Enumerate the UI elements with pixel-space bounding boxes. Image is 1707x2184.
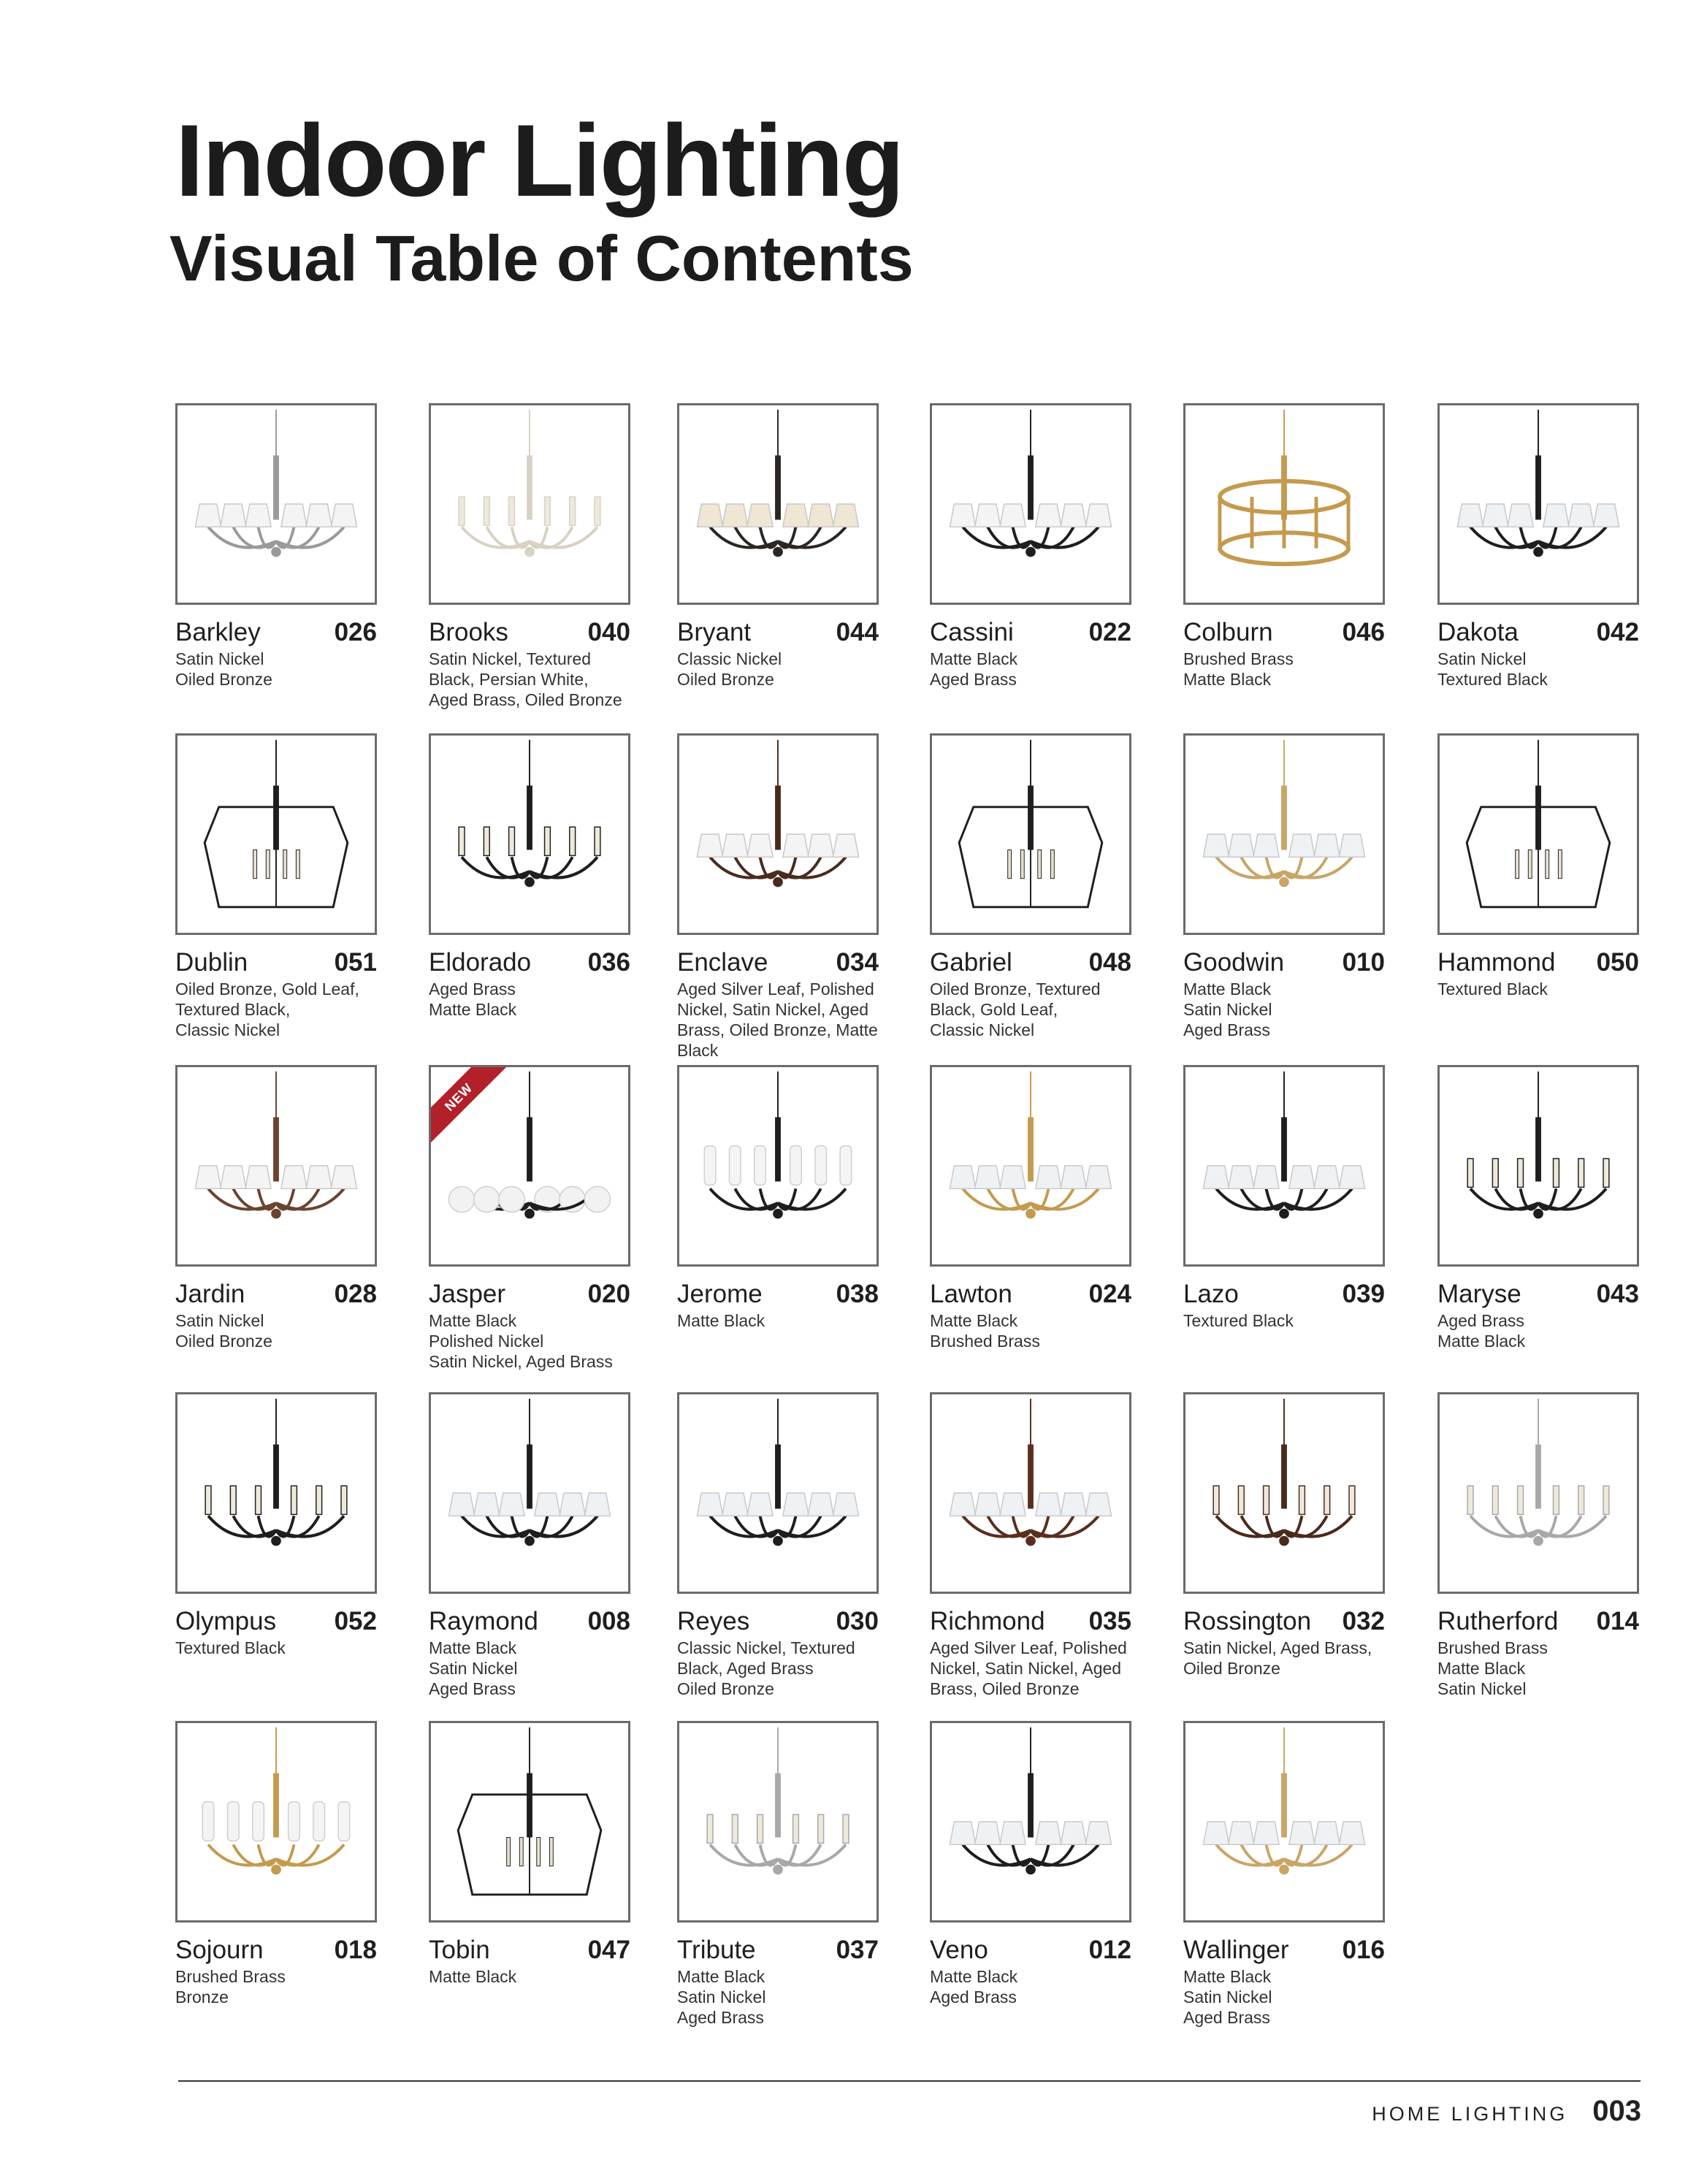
product-card-lawton[interactable]	[930, 1065, 1131, 1351]
product-card-brooks[interactable]	[429, 403, 630, 710]
product-page-number: 038	[836, 1280, 879, 1308]
product-name: Raymond	[429, 1607, 538, 1635]
product-page-number: 040	[587, 618, 630, 646]
product-image[interactable]	[1437, 733, 1639, 935]
product-image[interactable]	[677, 1721, 879, 1923]
product-card-dakota[interactable]	[1437, 403, 1639, 690]
chandelier-icon	[431, 1723, 628, 1920]
product-name: Rutherford	[1437, 1607, 1559, 1635]
product-image[interactable]	[429, 733, 630, 935]
product-card-bryant[interactable]	[677, 403, 879, 690]
fixture-drawing	[459, 410, 600, 557]
chandelier-icon	[431, 1394, 628, 1592]
product-card-tribute[interactable]	[677, 1721, 879, 2028]
product-image[interactable]	[677, 733, 879, 935]
product-image[interactable]	[677, 1392, 879, 1594]
product-image[interactable]	[1437, 1392, 1639, 1594]
product-image[interactable]	[930, 1065, 1131, 1267]
product-image[interactable]	[1183, 403, 1385, 605]
product-image[interactable]	[1437, 403, 1639, 605]
product-image[interactable]	[1183, 733, 1385, 935]
product-image[interactable]	[930, 403, 1131, 605]
product-name: Eldorado	[429, 948, 532, 977]
product-name: Lazo	[1183, 1280, 1239, 1308]
chandelier-icon	[679, 1723, 877, 1920]
product-card-goodwin[interactable]	[1183, 733, 1385, 1040]
fixture-drawing	[205, 740, 348, 907]
product-finishes: Textured Black	[1437, 980, 1548, 999]
product-page-number: 012	[1088, 1936, 1131, 1964]
product-finishes: Brushed Brass Matte Black	[1183, 649, 1294, 689]
fixture-drawing	[950, 1072, 1111, 1219]
fixture-drawing	[202, 1727, 350, 1875]
fixture-drawing	[1220, 410, 1348, 564]
product-page-number: 010	[1342, 948, 1385, 977]
chandelier-icon	[932, 1067, 1129, 1264]
fixture-drawing	[959, 740, 1102, 907]
product-card-colburn[interactable]	[1183, 403, 1385, 690]
product-finishes: Matte Black Aged Brass	[930, 649, 1018, 689]
product-page-number: 016	[1342, 1936, 1385, 1964]
product-page-number: 050	[1596, 948, 1639, 977]
fixture-drawing	[697, 1399, 858, 1546]
product-page-number: 014	[1596, 1607, 1639, 1635]
product-page-number: 042	[1596, 618, 1639, 646]
product-finishes: Matte Black Satin Nickel Aged Brass	[1183, 1967, 1272, 2027]
product-name: Bryant	[677, 618, 752, 646]
chandelier-icon	[177, 1067, 375, 1264]
product-finishes: Classic Nickel, Textured Black, Aged Brass Oiled Bronze	[677, 1638, 855, 1698]
product-name: Jardin	[175, 1280, 245, 1308]
product-page-number: 018	[334, 1936, 377, 1964]
product-image[interactable]	[1183, 1721, 1385, 1923]
product-name: Goodwin	[1183, 948, 1285, 977]
product-name: Rossington	[1183, 1607, 1312, 1635]
chandelier-icon	[1185, 1723, 1383, 1920]
product-finishes: Matte Black Aged Brass	[930, 1967, 1018, 2007]
product-name: Dakota	[1437, 618, 1519, 646]
footer-label: HOME LIGHTING	[1372, 2103, 1568, 2125]
chandelier-icon	[177, 1394, 375, 1592]
product-finishes: Aged Brass Matte Black	[1437, 1311, 1526, 1351]
product-card-jasper[interactable]	[429, 1065, 630, 1372]
chandelier-icon	[177, 1723, 375, 1920]
product-finishes: Matte Black Satin Nickel Aged Brass	[429, 1638, 518, 1698]
product-card-eldorado[interactable]	[429, 733, 630, 1020]
product-page-number: 020	[587, 1280, 630, 1308]
product-page-number: 037	[836, 1936, 879, 1964]
product-page-number: 048	[1088, 948, 1131, 977]
product-finishes: Matte Black	[429, 1967, 517, 1986]
product-finishes: Brushed Brass Bronze	[175, 1967, 286, 2007]
fixture-drawing	[195, 1072, 356, 1219]
product-name: Tobin	[429, 1936, 490, 1964]
chandelier-icon	[431, 405, 628, 603]
fixture-drawing	[1467, 740, 1610, 907]
product-page-number: 051	[334, 948, 377, 977]
product-name: Tribute	[677, 1936, 756, 1964]
chandelier-icon	[1440, 1067, 1637, 1264]
product-finishes: Oiled Bronze, Textured Black, Gold Leaf, Classic Nickel	[930, 980, 1101, 1039]
fixture-drawing	[1203, 740, 1364, 887]
chandelier-icon	[1440, 1394, 1637, 1592]
product-name: Maryse	[1437, 1280, 1521, 1308]
product-name: Dublin	[175, 948, 248, 977]
fixture-drawing	[1213, 1399, 1355, 1546]
fixture-drawing	[205, 1399, 347, 1546]
product-finishes: Matte Black Satin Nickel Aged Brass	[677, 1967, 766, 2027]
new-badge: NEW	[429, 1065, 509, 1148]
chandelier-icon	[177, 736, 375, 933]
fixture-drawing	[1203, 1072, 1364, 1219]
chandelier-icon	[1185, 405, 1383, 603]
product-name: Hammond	[1437, 948, 1556, 977]
fixture-drawing	[697, 410, 858, 557]
product-name: Jerome	[677, 1280, 763, 1308]
product-image[interactable]	[429, 1721, 630, 1923]
product-page-number: 036	[587, 948, 630, 977]
product-name: Lawton	[930, 1280, 1012, 1308]
fixture-drawing	[950, 1727, 1111, 1875]
product-image[interactable]	[429, 1065, 630, 1267]
product-page-number: 043	[1596, 1280, 1639, 1308]
chandelier-icon	[932, 1394, 1129, 1592]
product-finishes: Brushed Brass Matte Black Satin Nickel	[1437, 1638, 1548, 1698]
fixture-drawing	[704, 1072, 852, 1219]
product-image[interactable]	[175, 1065, 377, 1267]
fixture-drawing	[1203, 1727, 1364, 1875]
chandelier-icon	[679, 1394, 877, 1592]
product-page-number: 044	[836, 618, 879, 646]
product-card-reyes[interactable]	[677, 1392, 879, 1699]
product-name: Gabriel	[930, 948, 1012, 977]
chandelier-icon	[1440, 405, 1637, 603]
product-page-number: 032	[1342, 1607, 1385, 1635]
product-card-rutherford[interactable]	[1437, 1392, 1639, 1699]
product-finishes: Classic Nickel Oiled Bronze	[677, 649, 782, 689]
product-image[interactable]	[677, 1065, 879, 1267]
chandelier-icon	[679, 1067, 877, 1264]
product-image[interactable]	[429, 1392, 630, 1594]
product-finishes: Textured Black	[175, 1638, 286, 1657]
product-card-maryse[interactable]	[1437, 1065, 1639, 1351]
product-image[interactable]	[930, 733, 1131, 935]
chandelier-icon	[1185, 1067, 1383, 1264]
product-card-enclave[interactable]	[677, 733, 879, 1061]
product-card-barkley[interactable]	[175, 403, 377, 690]
product-page-number: 039	[1342, 1280, 1385, 1308]
product-image[interactable]	[175, 733, 377, 935]
chandelier-icon	[932, 405, 1129, 603]
product-card-rossington[interactable]	[1183, 1392, 1385, 1679]
product-name: Olympus	[175, 1607, 277, 1635]
fixture-drawing	[697, 740, 858, 887]
product-name: Colburn	[1183, 618, 1273, 646]
product-page-number: 028	[334, 1280, 377, 1308]
chandelier-icon	[1185, 736, 1383, 933]
product-name: Barkley	[175, 618, 261, 646]
footer-rule	[178, 2080, 1641, 2082]
fixture-drawing	[459, 740, 600, 887]
page-title: Indoor Lighting	[175, 103, 904, 218]
product-page-number: 030	[836, 1607, 879, 1635]
product-finishes: Matte Black Polished Nickel Satin Nickel, Aged Brass	[429, 1311, 613, 1371]
product-name: Enclave	[677, 948, 768, 977]
page-subtitle: Visual Table of Contents	[169, 222, 914, 294]
product-card-lazo[interactable]	[1183, 1065, 1385, 1331]
product-card-jerome[interactable]	[677, 1065, 879, 1331]
product-page-number: 022	[1088, 618, 1131, 646]
product-card-olympus[interactable]	[175, 1392, 377, 1658]
product-page-number: 047	[587, 1936, 630, 1964]
product-card-raymond[interactable]	[429, 1392, 630, 1699]
fixture-drawing	[950, 410, 1111, 557]
product-page-number: 008	[587, 1607, 630, 1635]
product-name: Richmond	[930, 1607, 1045, 1635]
product-finishes: Aged Silver Leaf, Polished Nickel, Satin Nickel, Aged Brass, Oiled Bronze, Matte Black	[677, 980, 878, 1060]
fixture-drawing	[1467, 1072, 1609, 1219]
chandelier-icon	[1440, 736, 1637, 933]
chandelier-icon	[932, 736, 1129, 933]
product-finishes: Satin Nickel Oiled Bronze	[175, 1311, 272, 1351]
product-image[interactable]	[677, 403, 879, 605]
product-image[interactable]	[1183, 1392, 1385, 1594]
product-page-number: 024	[1088, 1280, 1131, 1308]
fixture-drawing	[458, 1727, 601, 1895]
product-page-number: 035	[1088, 1607, 1131, 1635]
chandelier-icon	[177, 405, 375, 603]
product-page-number: 046	[1342, 618, 1385, 646]
fixture-drawing	[707, 1727, 849, 1875]
product-name: Reyes	[677, 1607, 750, 1635]
product-finishes: Satin Nickel Oiled Bronze	[175, 649, 272, 689]
product-finishes: Aged Brass Matte Black	[429, 980, 517, 1019]
product-name: Wallinger	[1183, 1936, 1289, 1964]
product-name: Cassini	[930, 618, 1014, 646]
product-card-dublin[interactable]	[175, 733, 377, 1040]
product-image[interactable]	[175, 1721, 377, 1923]
product-name: Sojourn	[175, 1936, 264, 1964]
product-name: Jasper	[429, 1280, 506, 1308]
fixture-drawing	[950, 1399, 1111, 1546]
footer	[1372, 2095, 1641, 2128]
product-card-gabriel[interactable]	[930, 733, 1131, 1040]
product-finishes: Matte Black Brushed Brass	[930, 1311, 1040, 1351]
product-image[interactable]	[1437, 1065, 1639, 1267]
product-image[interactable]	[175, 403, 377, 605]
product-card-wallinger[interactable]	[1183, 1721, 1385, 2028]
chandelier-icon	[679, 736, 877, 933]
chandelier-icon	[679, 405, 877, 603]
product-card-tobin[interactable]	[429, 1721, 630, 1987]
product-image[interactable]	[930, 1721, 1131, 1923]
product-finishes: Matte Black Satin Nickel Aged Brass	[1183, 980, 1272, 1039]
product-image[interactable]	[1183, 1065, 1385, 1267]
product-finishes: Satin Nickel Textured Black	[1437, 649, 1548, 689]
product-image[interactable]	[930, 1392, 1131, 1594]
product-card-hammond[interactable]	[1437, 733, 1639, 999]
product-card-cassini[interactable]	[930, 403, 1131, 690]
product-finishes: Aged Silver Leaf, Polished Nickel, Satin Nickel, Aged Brass, Oiled Bronze	[930, 1638, 1127, 1698]
fixture-drawing	[448, 1399, 610, 1546]
product-card-richmond[interactable]	[930, 1392, 1131, 1699]
product-finishes: Textured Black	[1183, 1311, 1294, 1330]
chandelier-icon	[431, 736, 628, 933]
product-card-veno[interactable]	[930, 1721, 1131, 2007]
product-card-sojourn[interactable]	[175, 1721, 377, 2007]
product-page-number: 034	[836, 948, 879, 977]
product-page-number: 026	[334, 618, 377, 646]
product-finishes: Satin Nickel, Textured Black, Persian White, Aged Brass, Oiled Bronze	[429, 649, 622, 709]
product-finishes: Oiled Bronze, Gold Leaf, Textured Black, Classic Nickel	[175, 980, 359, 1039]
product-image[interactable]	[429, 403, 630, 605]
product-page-number: 052	[334, 1607, 377, 1635]
product-finishes: Matte Black	[677, 1311, 765, 1330]
fixture-drawing	[1467, 1399, 1609, 1546]
fixture-drawing	[195, 410, 356, 557]
fixture-drawing	[1457, 410, 1619, 557]
product-finishes: Satin Nickel, Aged Brass, Oiled Bronze	[1183, 1638, 1372, 1678]
chandelier-icon	[1185, 1394, 1383, 1592]
chandelier-icon	[932, 1723, 1129, 1920]
product-image[interactable]	[175, 1392, 377, 1594]
product-card-jardin[interactable]	[175, 1065, 377, 1351]
product-name: Veno	[930, 1936, 988, 1964]
page-number: 003	[1592, 2095, 1641, 2127]
product-name: Brooks	[429, 618, 508, 646]
